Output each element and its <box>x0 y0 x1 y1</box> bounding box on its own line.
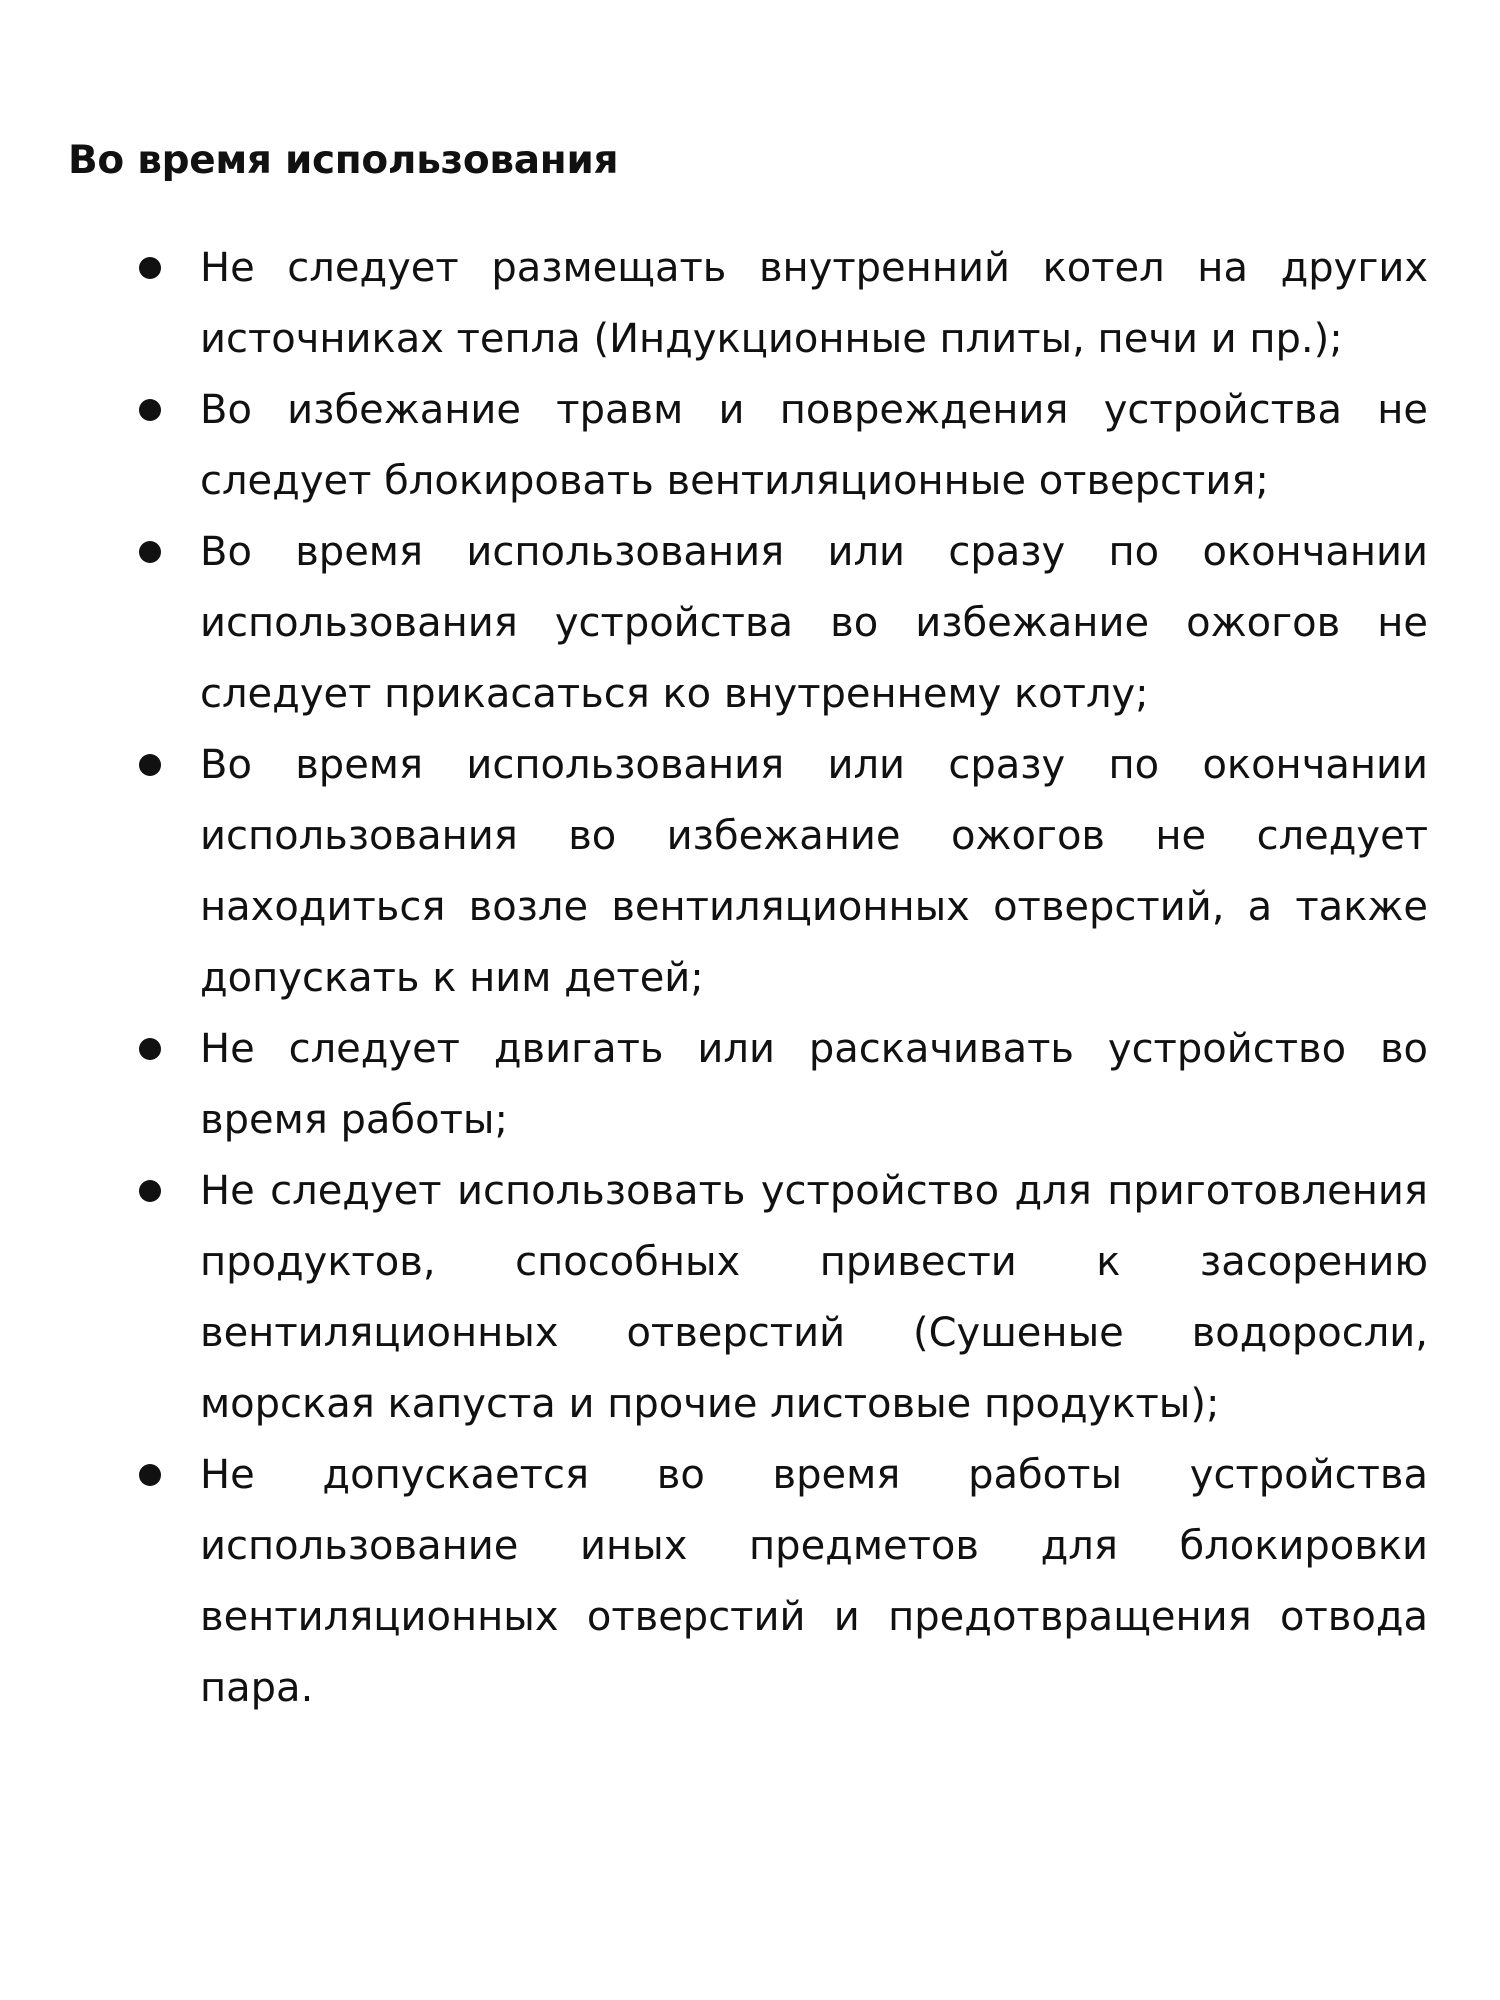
bullet-icon <box>139 754 161 776</box>
list-item <box>0 517 1500 730</box>
list-item <box>0 375 1500 517</box>
bullet-icon <box>139 1180 161 1202</box>
bullet-icon <box>139 257 161 279</box>
bullet-icon <box>139 399 161 421</box>
list-item <box>0 1156 1500 1440</box>
list-item-text: Во время использования или сразу по окончании использования устройства во избежание ожогов не следует прикасаться ко внутреннему котлу; <box>200 529 1428 717</box>
safety-list <box>0 233 1500 1724</box>
list-item-text: Во избежание травм и повреждения устройства не следует блокировать вентиляционные отверстия; <box>200 387 1428 504</box>
bullet-icon <box>139 541 161 563</box>
list-item-text: Не допускается во время работы устройства использование иных предметов для блокировки вентиляционных отверстий и предотвращения отвода пара. <box>200 1452 1428 1711</box>
bullet-icon <box>139 1464 161 1486</box>
list-item <box>0 1014 1500 1156</box>
list-item <box>0 730 1500 1014</box>
list-item <box>0 1440 1500 1724</box>
list-item-text: Не следует двигать или раскачивать устройство во время работы; <box>200 1026 1428 1143</box>
list-item-text: Во время использования или сразу по окончании использования во избежание ожогов не следует находиться возле вентиляционных отверстий, а также допускать к ним детей; <box>200 742 1428 1001</box>
section-title: Во время использования <box>68 138 619 183</box>
list-item-text: Не следует размещать внутренний котел на других источниках тепла (Индукционные плиты, печи и пр.); <box>200 245 1428 362</box>
list-item-text: Не следует использовать устройство для приготовления продуктов, способных привести к засорению вентиляционных отверстий (Сушеные водоросли, морская капуста и прочие листовые продукты); <box>200 1168 1428 1427</box>
bullet-icon <box>139 1038 161 1060</box>
list-item <box>0 233 1500 375</box>
